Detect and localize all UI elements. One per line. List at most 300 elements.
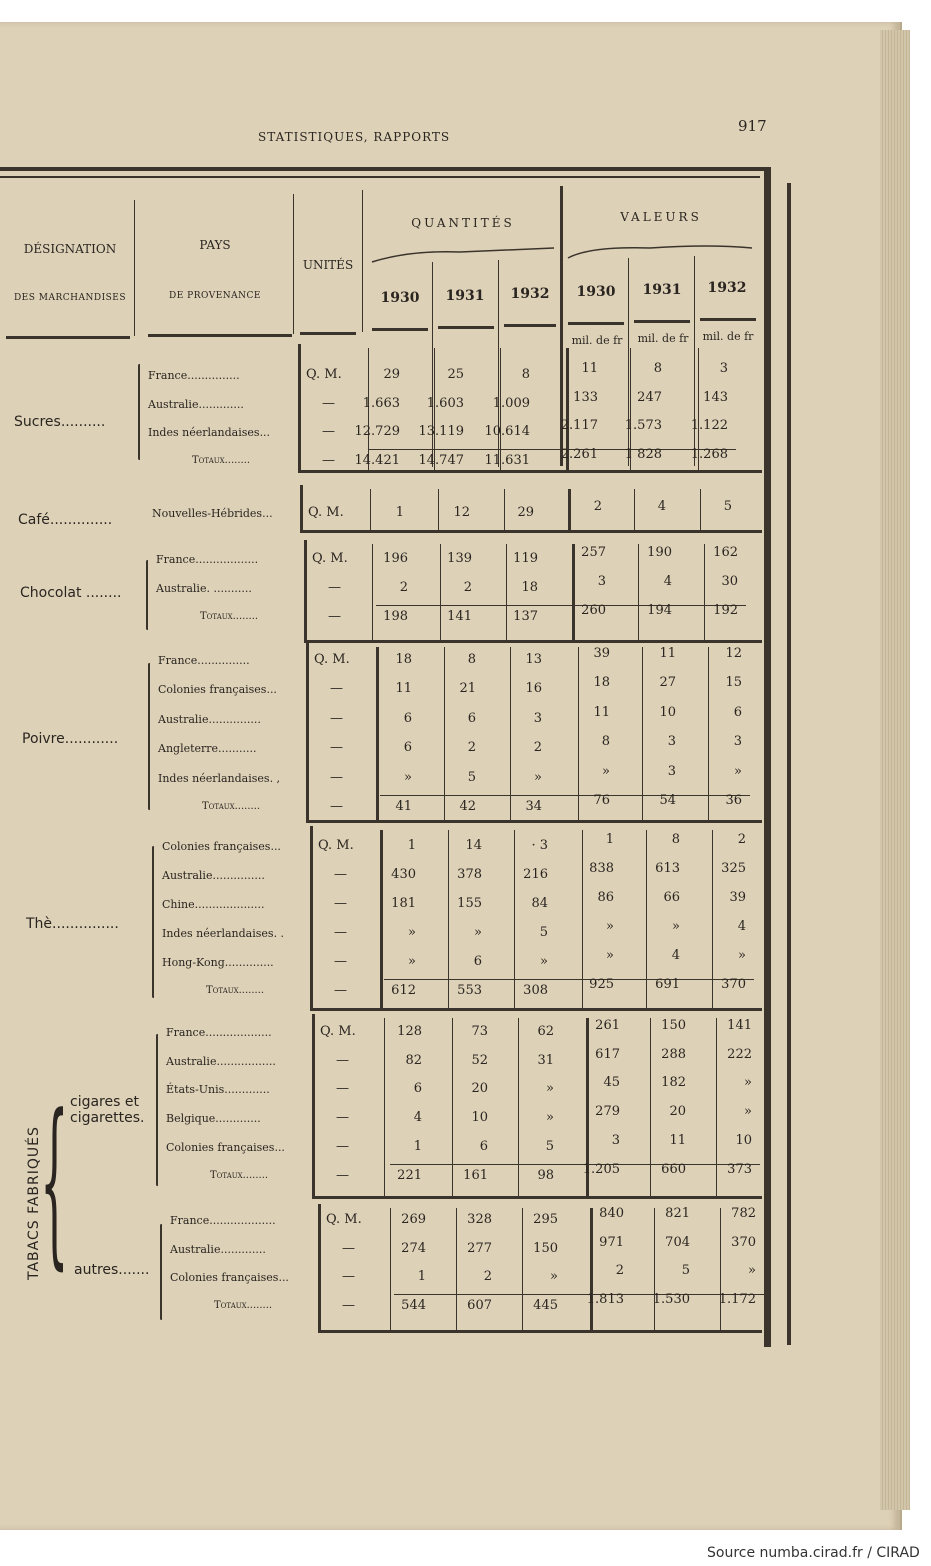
page-number: 917 — [738, 117, 767, 135]
quantity-cell: 1.663 — [362, 395, 400, 411]
quantity-cell: 34 — [525, 799, 542, 814]
value-cell: 1.813 — [586, 1291, 624, 1307]
country-label: Belgique............. — [166, 1112, 261, 1126]
category-label: Thè............... — [26, 916, 119, 932]
header-rule — [438, 326, 494, 329]
totals-label: Totaux........ — [214, 1299, 273, 1311]
quantity-cell: 137 — [513, 609, 538, 624]
value-cell: 39 — [593, 646, 610, 661]
quantites-brace — [372, 248, 554, 262]
category-brace — [138, 364, 141, 460]
value-cell: 1.530 — [652, 1291, 690, 1307]
quantity-cell: 18 — [395, 652, 412, 667]
value-cell: 288 — [661, 1046, 686, 1062]
value-cell: 1 828 — [624, 446, 662, 462]
header-rule — [6, 336, 130, 339]
quantity-cell: 4 — [413, 1110, 422, 1126]
unit-cell: — — [336, 1167, 349, 1183]
group-bottom-rule — [310, 1008, 762, 1011]
quantity-cell: 221 — [397, 1167, 422, 1183]
category-label: cigares et cigarettes. — [70, 1094, 145, 1126]
value-cell: 45 — [603, 1075, 620, 1091]
value-cell: 11 — [659, 646, 676, 661]
col-divider — [134, 200, 135, 336]
quantity-cell: 14 — [465, 838, 482, 853]
value-cell: 8 — [653, 361, 662, 376]
value-cell: » — [744, 1075, 752, 1091]
value-cell: 143 — [703, 389, 728, 405]
table-right-rule — [764, 167, 771, 1347]
group-left-rule — [304, 540, 307, 640]
quantity-cell: 18 — [521, 580, 538, 595]
quantity-cell: 607 — [467, 1297, 492, 1313]
quantity-cell: 84 — [531, 896, 548, 911]
value-cell: 222 — [727, 1046, 752, 1062]
group-bottom-rule — [306, 820, 762, 823]
value-cell: 279 — [595, 1104, 620, 1120]
quantites-header: QUANTITÉS — [411, 216, 515, 230]
value-cell: 838 — [589, 861, 614, 876]
value-cell: 192 — [713, 603, 738, 618]
quantity-cell: 2 — [533, 740, 542, 756]
country-label: France............... — [158, 654, 250, 667]
unit-cell: — — [336, 1138, 349, 1154]
quantity-cell: 1.009 — [492, 395, 530, 411]
quantity-cell: 29 — [517, 505, 534, 520]
value-cell: 3 — [611, 1132, 620, 1148]
value-cell: 3 — [667, 734, 676, 750]
value-cell: 2 — [737, 832, 746, 847]
quantity-cell: 150 — [533, 1240, 558, 1256]
value-cell: 4 — [737, 919, 746, 934]
quantity-cell: 14.747 — [418, 452, 464, 468]
value-cell: 370 — [731, 1234, 756, 1250]
group-bottom-rule — [304, 640, 762, 643]
quantity-cell: 20 — [471, 1081, 488, 1097]
header-rule — [700, 318, 756, 321]
year-v-1931: 1931 — [642, 282, 682, 298]
unit-cell: — — [334, 954, 347, 969]
value-cell: 3 — [667, 763, 676, 779]
group-left-rule — [312, 1014, 315, 1196]
quantity-cell: » — [404, 769, 412, 785]
group-left-rule — [318, 1204, 321, 1330]
country-label: Australie............... — [162, 869, 265, 882]
quantity-cell: 553 — [457, 983, 482, 998]
value-cell: » — [748, 1263, 756, 1279]
value-cell: 4 — [657, 499, 666, 514]
country-label: Australie............. — [170, 1242, 266, 1256]
running-title: STATISTIQUES, RAPPORTS — [258, 130, 451, 144]
page-edges — [880, 30, 910, 1510]
col-divider — [514, 830, 515, 1008]
quantity-cell: 1 — [417, 1269, 426, 1285]
quantity-cell: 328 — [467, 1212, 492, 1227]
value-cell: 821 — [665, 1206, 690, 1221]
col-divider — [380, 830, 383, 1008]
value-cell: 5 — [681, 1263, 690, 1279]
quantity-cell: 378 — [457, 867, 482, 882]
value-cell: 247 — [637, 389, 662, 405]
year-v-1930: 1930 — [576, 284, 616, 300]
totals-label: Totaux........ — [206, 985, 265, 996]
source-note: Source numba.cirad.fr / CIRAD — [707, 1545, 920, 1561]
valeurs-header: VALEURS — [620, 210, 702, 224]
value-cell: 4 — [663, 574, 672, 589]
quantity-cell: 52 — [471, 1052, 488, 1068]
value-cell: 8 — [671, 832, 680, 847]
quantity-cell: 14.421 — [354, 452, 400, 468]
value-cell: 1 — [605, 832, 614, 847]
quantity-cell: 3 — [533, 710, 542, 726]
quantity-cell: 2 — [467, 740, 476, 756]
value-cell: 257 — [581, 545, 606, 560]
value-cell: 373 — [727, 1161, 752, 1177]
quantity-cell: 10 — [471, 1110, 488, 1126]
quantity-cell: 277 — [467, 1240, 492, 1256]
value-cell: 3 — [597, 574, 606, 589]
category-label: Poivre............ — [22, 731, 119, 747]
quantity-cell: 11.631 — [484, 452, 530, 468]
value-cell: 194 — [647, 603, 672, 618]
quantity-cell: 21 — [459, 681, 476, 697]
quantity-cell: 128 — [397, 1024, 422, 1039]
quantity-cell: 8 — [467, 652, 476, 667]
value-cell: 1.205 — [582, 1161, 620, 1177]
value-cell: 6 — [733, 704, 742, 720]
value-cell: 11 — [669, 1132, 686, 1148]
unit-cell: Q. M. — [306, 367, 342, 382]
value-cell: » — [744, 1104, 752, 1120]
value-cell: 2.261 — [560, 446, 598, 462]
col-divider — [293, 194, 294, 334]
country-label: France................... — [166, 1026, 272, 1039]
unit-cell: Q. M. — [326, 1212, 362, 1227]
category-brace — [148, 663, 151, 810]
quantity-cell: 6 — [403, 710, 412, 726]
category-label: Chocolat ........ — [20, 585, 122, 601]
value-cell: 30 — [721, 574, 738, 589]
quantity-cell: 161 — [463, 1167, 488, 1183]
year-v-1932: 1932 — [707, 280, 747, 296]
unit-cell: — — [336, 1110, 349, 1126]
category-brace — [160, 1224, 163, 1320]
country-label: Indes néerlandaises. , — [158, 771, 281, 785]
quantity-cell: 5 — [467, 769, 476, 785]
unit-cell: — — [334, 867, 347, 882]
quantity-cell: 5 — [539, 925, 548, 940]
unit-cell: — — [334, 896, 347, 911]
value-cell: 260 — [581, 603, 606, 618]
quantity-cell: 2 — [399, 580, 408, 595]
value-cell: 190 — [647, 545, 672, 560]
quantity-cell: » — [534, 769, 542, 785]
country-label: Colonies françaises... — [166, 1140, 285, 1154]
designation-subheader: DES MARCHANDISES — [13, 293, 127, 303]
country-label: Angleterre........... — [158, 742, 257, 756]
value-cell: 8 — [601, 734, 610, 750]
value-cell: » — [672, 919, 680, 934]
value-cell: 86 — [597, 890, 614, 905]
value-cell: 76 — [593, 793, 610, 808]
totals-label: Totaux........ — [192, 454, 251, 466]
quantity-cell: 6 — [479, 1138, 488, 1154]
header-rule — [372, 328, 428, 331]
value-cell: 182 — [661, 1075, 686, 1091]
quantity-cell: 2 — [483, 1269, 492, 1285]
value-cell: » — [606, 919, 614, 934]
value-cell: 39 — [729, 890, 746, 905]
tabacs-label: TABACS FABRIQUÉS — [26, 1126, 42, 1280]
value-cell: 133 — [573, 389, 598, 405]
group-left-rule — [300, 485, 303, 530]
country-label: Nouvelles-Hébrides... — [152, 507, 273, 520]
value-cell: 36 — [725, 793, 742, 808]
year-q-1932: 1932 — [510, 286, 550, 302]
quantity-cell: 31 — [537, 1052, 554, 1068]
quantity-cell: 8 — [521, 367, 530, 382]
value-cell: 2.117 — [560, 418, 598, 433]
quantity-cell: 269 — [401, 1212, 426, 1227]
valeurs-brace — [568, 246, 752, 258]
value-cell: 617 — [595, 1046, 620, 1062]
value-cell: 5 — [723, 499, 732, 514]
group-left-rule — [298, 344, 301, 470]
quantity-cell: 16 — [525, 681, 542, 697]
country-label: Hong-Kong.............. — [162, 956, 274, 969]
value-unit-1930: mil. de fr — [571, 334, 623, 347]
country-label: France............... — [148, 369, 240, 382]
header-rule — [148, 334, 292, 337]
quantity-cell: 13 — [525, 652, 542, 667]
group-bottom-rule — [312, 1196, 762, 1199]
quantity-cell: 181 — [391, 896, 416, 911]
unit-cell: — — [336, 1052, 349, 1068]
country-label: Indes néerlandaises... — [148, 426, 271, 439]
group-left-rule — [310, 826, 313, 1008]
group-bottom-rule — [300, 530, 762, 533]
header-rule — [634, 320, 690, 323]
country-label: Australie. ........... — [156, 582, 252, 595]
value-cell: 15 — [725, 675, 742, 691]
value-cell: 3 — [733, 734, 742, 750]
pays-header: PAYS — [199, 238, 231, 252]
quantity-cell: 10.614 — [484, 424, 530, 439]
unit-cell: — — [322, 395, 335, 411]
value-cell: 1.172 — [718, 1291, 756, 1307]
value-cell: 141 — [727, 1018, 752, 1033]
value-cell: 11 — [581, 361, 598, 376]
country-label: Australie............... — [158, 712, 261, 726]
quantity-cell: 1.603 — [426, 395, 464, 411]
quantity-cell: 41 — [395, 799, 412, 814]
value-cell: 18 — [593, 675, 610, 691]
unit-cell: — — [330, 740, 343, 756]
quantity-cell: 216 — [523, 867, 548, 882]
quantity-cell: 1 — [413, 1138, 422, 1154]
value-cell: 2 — [593, 499, 602, 514]
unit-cell: — — [342, 1269, 355, 1285]
quantity-cell: 1 — [395, 505, 404, 520]
value-cell: 261 — [595, 1018, 620, 1033]
quantity-cell: 98 — [537, 1167, 554, 1183]
value-cell: 162 — [713, 545, 738, 560]
quantity-cell: 2 — [463, 580, 472, 595]
value-cell: 10 — [659, 704, 676, 720]
country-label: Australie................. — [166, 1054, 276, 1068]
value-cell: 2 — [615, 1263, 624, 1279]
unit-cell: — — [342, 1297, 355, 1313]
value-cell: 840 — [599, 1206, 624, 1221]
value-cell: 704 — [665, 1234, 690, 1250]
quantity-cell: 73 — [471, 1024, 488, 1039]
value-cell: 370 — [721, 977, 746, 992]
quantity-cell: » — [408, 925, 416, 940]
quantity-cell: · 3 — [531, 838, 548, 853]
quantity-cell: 6 — [413, 1081, 422, 1097]
unit-cell: Q. M. — [320, 1024, 356, 1039]
value-cell: 782 — [731, 1206, 756, 1221]
quantity-cell: 141 — [447, 609, 472, 624]
quantity-cell: » — [540, 954, 548, 969]
unit-cell: — — [330, 710, 343, 726]
quantity-cell: 6 — [403, 740, 412, 756]
category-brace — [152, 846, 155, 998]
unit-cell: — — [330, 799, 343, 814]
col-divider — [362, 190, 363, 332]
header-rule — [504, 324, 556, 327]
value-cell: » — [734, 763, 742, 779]
quantity-cell: 25 — [447, 367, 464, 382]
value-cell: 12 — [725, 646, 742, 661]
value-cell: 20 — [669, 1104, 686, 1120]
pays-subheader: DE PROVENANCE — [169, 291, 261, 301]
quantity-cell: 295 — [533, 1212, 558, 1227]
unit-cell: — — [322, 424, 335, 439]
quantity-cell: 6 — [473, 954, 482, 969]
group-bottom-rule — [318, 1330, 762, 1333]
country-label: Colonies françaises... — [158, 683, 277, 697]
unit-cell: — — [334, 925, 347, 940]
value-cell: 325 — [721, 861, 746, 876]
category-brace — [146, 560, 149, 630]
country-label: Colonies françaises... — [170, 1271, 289, 1285]
value-cell: 11 — [593, 704, 610, 720]
unit-cell: Q. M. — [308, 505, 344, 520]
quantity-cell: 544 — [401, 1297, 426, 1313]
header-braces — [370, 240, 760, 270]
value-cell: » — [602, 763, 610, 779]
totals-label: Totaux........ — [200, 611, 259, 622]
category-brace — [156, 1034, 159, 1186]
quantity-cell: 445 — [533, 1297, 558, 1313]
quantity-cell: 11 — [395, 681, 412, 697]
quantity-cell: » — [550, 1269, 558, 1285]
quantity-cell: 198 — [383, 609, 408, 624]
header-rule — [300, 332, 356, 335]
unit-cell: — — [330, 681, 343, 697]
value-cell: 613 — [655, 861, 680, 876]
value-cell: » — [738, 948, 746, 963]
value-cell: 971 — [599, 1234, 624, 1250]
country-label: France................... — [170, 1214, 276, 1227]
unit-cell: — — [342, 1240, 355, 1256]
category-label: Café.............. — [18, 512, 113, 528]
tabacs-brace: { — [40, 1077, 69, 1286]
quantity-cell: 308 — [523, 983, 548, 998]
unit-cell: Q. M. — [314, 652, 350, 667]
quantity-cell: 62 — [537, 1024, 554, 1039]
unit-cell: — — [334, 983, 347, 998]
value-cell: 54 — [659, 793, 676, 808]
value-cell: 925 — [589, 977, 614, 992]
country-label: Colonies françaises... — [162, 840, 281, 853]
unites-header: UNITÉS — [302, 258, 354, 272]
country-label: France.................. — [156, 553, 259, 566]
quantity-cell: 274 — [401, 1240, 426, 1256]
unit-cell: Q. M. — [318, 838, 354, 853]
quantity-cell: 42 — [459, 799, 476, 814]
quantity-cell: 6 — [467, 710, 476, 726]
value-cell: 1.573 — [624, 418, 662, 433]
value-unit-1932: mil. de fr — [702, 330, 754, 343]
header-rule — [568, 322, 624, 325]
group-bottom-rule — [298, 470, 762, 473]
quantity-cell: 5 — [545, 1138, 554, 1154]
quantity-cell: » — [474, 925, 482, 940]
unit-cell: — — [328, 580, 341, 595]
unit-cell: Q. M. — [312, 551, 348, 566]
quantity-cell: » — [408, 954, 416, 969]
value-cell: 66 — [663, 890, 680, 905]
quantity-cell: 12 — [453, 505, 470, 520]
category-label: autres....... — [74, 1262, 150, 1278]
country-label: États-Unis............. — [166, 1083, 270, 1097]
value-cell: 4 — [671, 948, 680, 963]
table-right-outer-rule — [787, 183, 791, 1345]
designation-header: DÉSIGNATION — [23, 242, 117, 256]
table-inner-rule — [0, 176, 760, 178]
value-cell: 27 — [659, 675, 676, 691]
unit-cell: — — [322, 452, 335, 468]
value-cell: 150 — [661, 1018, 686, 1033]
value-unit-1931: mil. de fr — [637, 332, 689, 345]
quantity-cell: 155 — [457, 896, 482, 911]
quantity-cell: 119 — [513, 551, 538, 566]
group-left-rule — [306, 643, 309, 820]
unit-cell: — — [328, 609, 341, 624]
quantity-cell: 1 — [407, 838, 416, 853]
year-q-1931: 1931 — [445, 288, 485, 304]
quantity-cell: 612 — [391, 983, 416, 998]
country-label: Australie............. — [148, 397, 244, 411]
quantity-cell: 196 — [383, 551, 408, 566]
quantity-cell: » — [546, 1110, 554, 1126]
unit-cell: — — [330, 769, 343, 785]
value-cell: 1.268 — [690, 446, 728, 462]
totals-label: Totaux........ — [210, 1169, 269, 1181]
country-label: Chine.................... — [162, 898, 265, 911]
quantity-cell: 12.729 — [354, 424, 400, 439]
category-label: Sucres.......... — [14, 414, 106, 430]
quantity-cell: 139 — [447, 551, 472, 566]
quantity-cell: 82 — [405, 1052, 422, 1068]
quantity-cell: 29 — [383, 367, 400, 382]
quantity-cell: 13.119 — [418, 424, 464, 439]
quantity-cell: » — [546, 1081, 554, 1097]
totals-label: Totaux........ — [202, 801, 261, 812]
year-q-1930: 1930 — [380, 290, 420, 306]
